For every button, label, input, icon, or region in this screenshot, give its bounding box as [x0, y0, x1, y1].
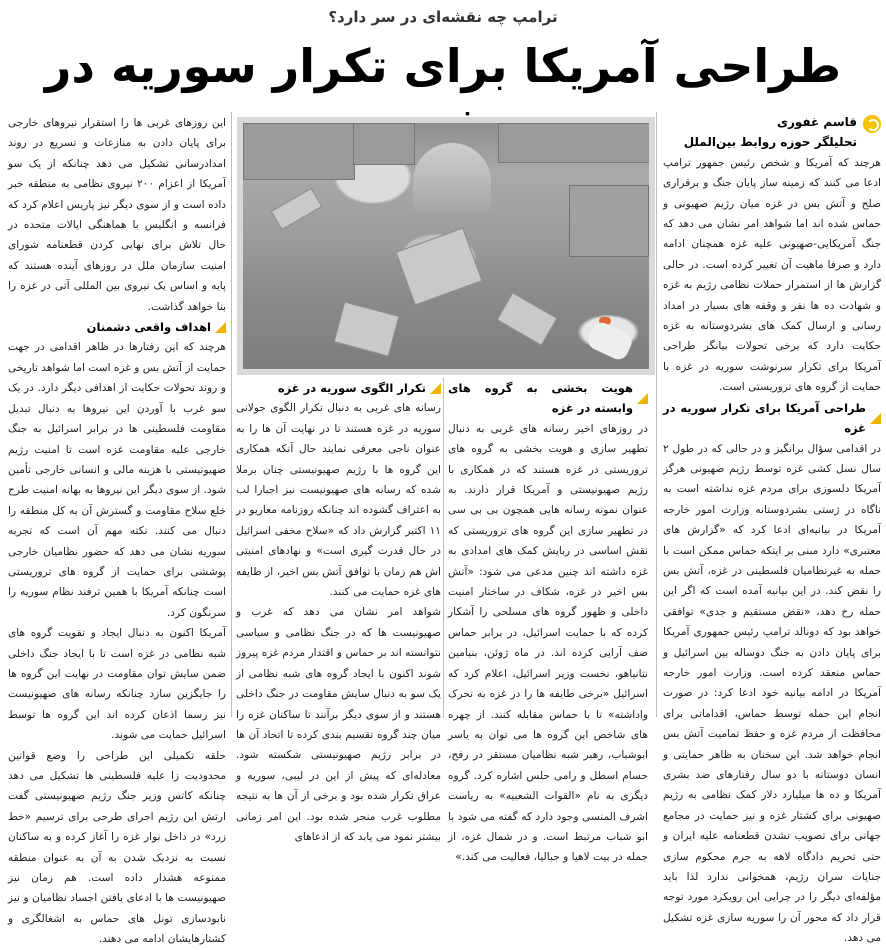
- triangle-marker-icon: [637, 393, 648, 404]
- kicker: ترامپ چه نقشه‌ای در سر دارد؟: [328, 8, 558, 26]
- subhead-text: طراحی آمریکا برای تکرار سوریه در غزه: [663, 400, 866, 436]
- subhead: [448, 378, 648, 419]
- body-paragraph: در روزهای اخیر رسانه های غربی به دنبال تطهیر سازی و هویت بخشی به گروه های تروریستی در غزه هستند که در همکاری با رژیم صهیونیستی و آمریکا قرار دارند. به عنوان نمونه رسانه هایی همچون بی بی سی در تطهیر سازی این گروه های تروریستی که نقش اساسی در ربایش کمک های امدادی به غزه داشته اند چنین مدعی می شود: «آتش بس اخیر در غزه، شکاف در ساختار امنیت داخلی و ظهور گروه های مسلحی را آشکار کرده که با حمایت اسرائیل، در برابر حماس صف آرایی کرده اند. در ماه ژوئن، بنیامین نتانیاهو، نخست وزیر اسرائیل، اعلام کرد که اسرائیل «برخی طایفه ها را در غزه به تحرک واداشته» تا با حماس مقابله کنند. از چهره های شاخص این گروه ها می توان به یاسر ابوشباب، رهبر شبه نظامیان مستقر در رفح، حسام اسطل و رامی حلس اشاره کرد. گروه دیگری به نام «القوات الشعبیه» به ریاست اشرف المنسی وجود دارد که گفته می شود با ابو شباب مرتبط است. و در شمال غزه، از جمله در بیت لاهیا و جبالیا، فعالیت می کند.»: [448, 422, 648, 864]
- left-column: [8, 113, 226, 950]
- article-photo: [237, 117, 655, 375]
- column-divider: [656, 112, 657, 717]
- body-paragraph: حلقه تکمیلی این طراحی را وضع قوانین محدودیت زا علیه فلسطینی ها تشکیل می دهد چنانکه کاتس وزیر جنگ رژیم صهیونیستی گفت ارتش این رژیم اجرای طرحی برای ترسیم «خط زرد» در داخل نوار غزه را آغاز کرده و به ساکنان نسبت به نزدیک شدن به آن به عنوان منطقه ممنوعه هشدار داده است. هم زمان نیز صهیونیست ها با ادعای یافتن اجساد نظامیان و نیز نابودسازی تونل های حماس به اشغالگری و کشتارهایشان ادامه می دهند.: [8, 749, 226, 946]
- triangle-marker-icon: [870, 413, 881, 424]
- subhead: [8, 317, 226, 337]
- body-paragraph: آمریکا اکنون به دنبال ایجاد و تقویت گروه های شبه نظامی در غزه است تا با ایجاد جنگ داخلی ضمن سایش توان مقاومت در نهایت این گروه ها را جایگزین سازد چنانکه رسانه های صهیونیست نیز رسما اذعان کرده اند این گروه ها توسط اسرائیل حمایت می شوند.: [8, 627, 226, 742]
- author-role: تحلیلگر حوزه روابط بین‌الملل: [683, 135, 857, 150]
- author-badge-icon: [863, 115, 881, 133]
- subhead: [663, 398, 881, 439]
- concrete-slab: [271, 188, 323, 231]
- headline: طراحی آمریکا برای تکرار سوریه در: [44, 39, 842, 93]
- middle-right-column: [448, 378, 648, 868]
- body-paragraph: شواهد امر نشان می دهد که غرب و صهیونیست ها که در جنگ نظامی و سیاسی نتوانسته اند بر حماس و اقتدار مردم غزه پیروز شوند اکنون با ایجاد گروه های شبه نظامی از یک سو به دنبال سایش مقاومت در جنگ داخلی هستند و از سوی دیگر برآنند تا ساکنان غزه را میان چند گروه تقسیم بندی کرده تا اتحاد آن ها در برابر رژیم صهیونیستی شکسته شود. معادله‌ای که پیش از این در لیبی، سوریه و عراق تکرار شده بود و برخی از آن ها به نتیجه مطلوب غرب منجر شده بود. این امر زمانی بیشتر نمود می یابد که از ادعاهای: [236, 606, 441, 843]
- triangle-marker-icon: [215, 322, 226, 333]
- ruined-building: [569, 185, 649, 257]
- right-column: [663, 112, 881, 949]
- concrete-slab: [496, 292, 557, 346]
- body-paragraph: هرچند که این رفتارها در ظاهر اقدامی در جهت حمایت از آتش بس و غزه است اما شواهد تاریخی و روند تحولات حکایت از اهدافی دیگر دارد. در یک سو غرب با آوردن این نیروها به دنبال تبدیل مقاومت فلسطینی ها در برابر اسرائیل به جنگ خارجی علیه مقاومت غزه است تا امنیت رژیم صهیونیستی با هزینه مالی و انسانی خارجی تأمین شود. از سوی دیگر این نیروها به بهانه امنیت طرح خلع سلاح مقاومت و گسترش آن به کل منطقه را دنبال می کنند. نکته مهم آن است که تجربه سوریه نشان می دهد که حضور نظامیان خارجی پوششی برای حمایت از گروه های تروریستی است چنانکه آمریکا با همین ترفند نظام سوریه را سرنگون کرد.: [8, 341, 226, 619]
- triangle-marker-icon: [430, 383, 441, 394]
- subhead: [236, 378, 441, 398]
- subhead-text: هویت بخشی به گروه های وابسته در غزه: [448, 381, 633, 416]
- concrete-slab: [334, 301, 400, 356]
- ruined-building: [243, 123, 355, 180]
- body-paragraph: رسانه های غربی به دنبال تکرار الگوی جولانی سوریه در غزه هستند تا در نهایت آن ها را به عنوان ناجی معرفی نمایند حال آنکه همکاری این گروه ها با رژیم صهیونیستی چنان برملا شده که رسانه های صهیونیست نیز اجبارا لب به اعتراف گشوده اند چنانکه روزنامه معاریو در ۱۱ اکتبر گزارش داد که «سلاح مخفی اسرائیل در حال قدرت گیری است» و نهادهای امنیتی اش هم زمان با توافق آتش بس اخیر، از طایفه های غزه حمایت می کنند.: [236, 402, 441, 599]
- column-divider: [443, 378, 444, 718]
- rubble-image: [243, 123, 649, 369]
- concrete-slab: [395, 227, 482, 305]
- body-paragraph: این روزهای غربی ها را استقرار نیروهای خارجی برای پایان دادن به منازعات و تسریع در روند امدادرسانی تشکیل می دهد چنانکه از یک سو آمریکا از اعزام ۲۰۰ نیروی نظامی به منطقه خبر داده است و از سوی دیگر نیز پاریس اعلام کرد که فرانسه و انگلیس با هماهنگی ایالات متحده در حال تلاش برای نهایی کردن قطعنامه شورای امنیت سازمان ملل در روزهای آینده هستند که پایه و اساس یک نیروی بین المللی آتی در غزه را بنا خواهد گذاشت.: [8, 117, 226, 313]
- column-divider: [231, 112, 232, 717]
- author-name: قاسم غفوری: [776, 115, 857, 129]
- ruined-building: [498, 123, 649, 163]
- mosque-dome: [413, 143, 491, 213]
- subhead-text: اهداف واقعی دشمنان: [86, 320, 211, 335]
- author-byline: [663, 112, 881, 153]
- subhead-text: تکرار الگوی سوریه در غزه: [277, 381, 426, 395]
- water-tank: [585, 319, 635, 362]
- middle-left-column: [236, 378, 441, 847]
- intro-paragraph: هرچند که آمریکا و شخص رئیس جمهور ترامپ ادعا می کنند که زمینه ساز پایان جنگ و برقراری صلح و آتش بس در غزه میان رژیم صهیونی و حماس شده اند اما شواهد امر نشان می دهد که جنگ آمریکایی-صهیونی علیه غزه همچنان ادامه دارد و صرفا ماهیت آن تغییر کرده است. در حالی گزارش ها از استمرار حملات نظامی رژیم به غزه و شهادت ده ها نفر و وقفه های بسیار در امداد رسانی و ارسال کمک های بشردوستانه به غزه حکایت دارد که برخی تحولات بیانگر طراحی آمریکا برای تکرار سرنوشت سوریه در غزه با حمایت از گروه های تروریستی است.: [663, 156, 881, 394]
- body-paragraph: در اقدامی سؤال برانگیز و در حالی که در طول ۲ سال نسل کشی غزه توسط رژیم صهیونی هرگز آمریکا دلسوزی برای مردم غزه نداشته است به ناگاه در ژستی بشردوستانه وزارت امور خارجه آمریکا در بیانیه‌ای ادعا کرد که «گزارش های معتبری» دارد مبنی بر اینکه حماس ممکن است با حمله به غیرنظامیان فلسطینی در غزه، آتش بس را نقض کند. در این بیانیه آمده است که اگر این حمله رخ دهد، «نقض مستقیم و جدی» توافقی خواهد بود که دونالد ترامپ رئیس جمهوری آمریکا برای پایان دادن به جنگ دوساله بین اسرائیل و حماس منعقد کرده است. وزارت امور خارجه آمریکا در ادامه بیانیه خود ادعا کرد: در صورت انجام این حمله توسط حماس، اقداماتی برای محافظت از مردم غزه و حفظ تمامیت آتش بس انجام خواهد شد. این سخنان به ظاهر حمایتی و انسان دوستانه با دو سال رفتارهای ضد بشری آمریکا و ده ها میلیارد دلار کمک نظامی به رژیم صهیونی برای کشتار غزه و نیز حمایت در مجامع جهانی برای تصویب نشدن قطعنامه علیه ایران و حتی تحریم دادگاه لاهه به جرم محکوم سازی جنایات سران رژیم، همخوانی ندارد لذا باید مؤلفه‌ای دیگر را در چرایی این رویکرد مورد توجه قرار داد که محور آن را سوریه سازی غزه تشکیل می دهد.: [663, 442, 881, 945]
- ruined-building: [353, 123, 415, 165]
